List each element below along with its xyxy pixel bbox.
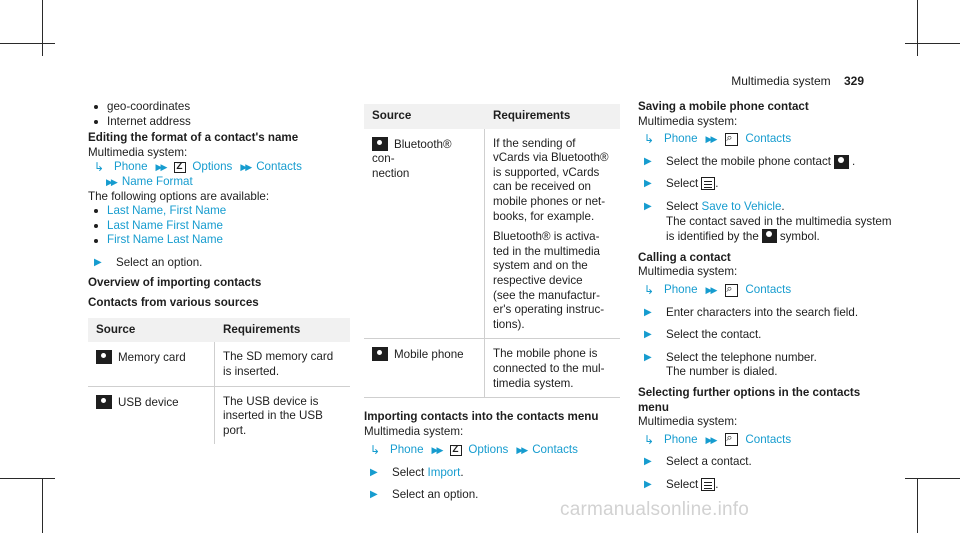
system-label: Multimedia system:	[88, 145, 188, 159]
step-detail: The contact saved in the multimedia system	[666, 214, 892, 228]
path-name-format[interactable]: Name Format	[121, 174, 193, 188]
section-heading: Saving a mobile phone contact	[638, 100, 809, 113]
options-icon	[174, 162, 186, 173]
crop-mark	[42, 0, 43, 56]
page-header	[731, 74, 864, 89]
chevron-right-icon: ▶▶	[155, 162, 166, 173]
menu-path	[638, 283, 878, 298]
path-contacts[interactable]: Contacts	[532, 443, 578, 457]
chevron-right-icon: ▶▶	[705, 134, 716, 145]
list-item: Internet address	[88, 115, 352, 130]
column-header: Source	[88, 318, 215, 343]
step-arrow-icon: ▶	[644, 329, 652, 341]
step: ▶ Select an option.	[370, 488, 479, 502]
menu-path-cont	[88, 175, 352, 190]
step-detail: The number is dialed.	[666, 365, 778, 379]
middle-column	[364, 104, 620, 503]
bluetooth-icon	[372, 137, 388, 151]
chevron-right-icon: ▶▶	[106, 176, 116, 187]
save-to-vehicle-link[interactable]: Save to Vehicle	[701, 199, 782, 213]
step: ▶ Select Import .	[370, 465, 464, 479]
step-arrow-icon: ▶	[644, 306, 652, 318]
section-title: Multimedia system	[731, 74, 831, 88]
menu-path	[88, 160, 352, 175]
path-phone[interactable]: Phone	[664, 282, 698, 296]
step-arrow-icon: ▶	[94, 256, 102, 268]
import-link[interactable]: Import	[427, 465, 461, 479]
column-header: Requirements	[485, 104, 621, 129]
step-arrow-icon: ▶	[644, 351, 652, 363]
chevron-right-icon: ▶▶	[705, 284, 716, 295]
search-icon	[725, 133, 738, 146]
table-row: Memory card The SD memory card is inserted.	[88, 342, 350, 386]
return-arrow-icon: ↳	[94, 160, 105, 175]
column-header: Requirements	[215, 318, 351, 343]
crop-mark	[917, 0, 918, 56]
chevron-right-icon: ▶▶	[240, 162, 251, 173]
section-heading: Editing the format of a contact's name	[88, 131, 299, 145]
page-number: 329	[843, 74, 864, 88]
system-label: Multimedia system:	[364, 424, 464, 438]
left-column	[88, 100, 352, 444]
mobile-phone-icon	[372, 347, 388, 361]
system-label: Multimedia system:	[638, 415, 738, 429]
path-phone[interactable]: Phone	[390, 443, 424, 457]
step: ▶ Select an option.	[94, 255, 203, 269]
step-detail: is identified by the symbol.	[666, 230, 820, 244]
option-item[interactable]: Last Name First Name	[88, 219, 352, 234]
step: ▶ Enter characters into the search field.	[644, 305, 859, 319]
path-options[interactable]: Options	[192, 160, 233, 174]
table-row: Bluetooth® con- nection If the sending of vCards via Bluetooth® is supported, vCards can be received on mobile phones or net- books, for example. Bluetooth® is activa- ted in the multimedia system and on the respective device (see the manufactur- er's operating instruc- tions).	[364, 129, 620, 339]
crop-mark	[905, 478, 960, 479]
path-contacts[interactable]: Contacts	[745, 282, 792, 296]
memory-card-icon	[96, 350, 112, 364]
menu-icon	[701, 478, 715, 491]
path-contacts[interactable]: Contacts	[745, 432, 792, 446]
step-arrow-icon: ▶	[644, 155, 652, 167]
path-phone[interactable]: Phone	[664, 132, 698, 146]
menu-path	[364, 443, 620, 458]
system-label: Multimedia system:	[638, 114, 738, 128]
path-contacts[interactable]: Contacts	[745, 132, 792, 146]
table-row: Mobile phone The mobile phone is connected to the mul- timedia system.	[364, 339, 620, 398]
vehicle-contact-icon	[762, 229, 777, 243]
step: ▶ Select .	[644, 477, 719, 491]
contact-icon	[834, 155, 849, 169]
subsection-heading: Contacts from various sources	[88, 296, 259, 310]
usb-icon	[96, 395, 112, 409]
path-phone[interactable]: Phone	[664, 432, 698, 446]
section-heading: Importing contacts into the contacts menu	[364, 410, 599, 424]
options-icon	[450, 445, 462, 456]
sources-table	[88, 318, 350, 445]
crop-mark	[0, 478, 55, 479]
system-label: Multimedia system:	[638, 265, 738, 279]
right-column	[638, 100, 892, 492]
return-arrow-icon: ↳	[644, 282, 655, 297]
step: ▶ Select the telephone number.	[644, 350, 817, 364]
column-header: Source	[364, 104, 485, 129]
sources-table-2	[364, 104, 620, 398]
return-arrow-icon: ↳	[644, 432, 655, 447]
search-icon	[725, 433, 738, 446]
step: ▶ Select the mobile phone contact .	[644, 154, 856, 168]
table-row: USB device The USB device is inserted in the USB port.	[88, 386, 350, 444]
step: ▶ Select the contact.	[644, 328, 762, 342]
step-arrow-icon: ▶	[644, 456, 652, 468]
section-heading: Selecting further options in the contacts	[638, 385, 861, 399]
crop-mark	[42, 478, 43, 533]
section-heading: menu	[638, 400, 669, 414]
options-intro: The following options are available:	[88, 189, 270, 203]
chevron-right-icon: ▶▶	[516, 445, 527, 456]
return-arrow-icon: ↳	[370, 443, 381, 458]
option-item[interactable]: Last Name, First Name	[88, 204, 352, 219]
return-arrow-icon: ↳	[644, 132, 655, 147]
section-heading: Overview of importing contacts	[88, 275, 262, 289]
menu-path	[638, 433, 878, 448]
list-item: geo-coordinates	[88, 100, 352, 115]
step-arrow-icon: ▶	[370, 489, 378, 501]
chevron-right-icon: ▶▶	[431, 445, 442, 456]
path-options[interactable]: Options	[468, 443, 509, 457]
crop-mark	[0, 43, 55, 44]
crop-mark	[905, 43, 960, 44]
menu-path	[638, 132, 878, 147]
step-arrow-icon: ▶	[644, 478, 652, 490]
step-arrow-icon: ▶	[370, 466, 378, 478]
step: ▶ Select .	[644, 177, 719, 191]
step: ▶ Select a contact.	[644, 455, 752, 469]
watermark: carmanualsonline.info	[560, 499, 750, 520]
step-arrow-icon: ▶	[644, 178, 652, 190]
menu-icon	[701, 177, 715, 190]
crop-mark	[917, 478, 918, 533]
step: ▶ Select Save to Vehicle .	[644, 199, 785, 213]
path-phone[interactable]: Phone	[114, 160, 148, 174]
step-arrow-icon: ▶	[644, 200, 652, 212]
option-item[interactable]: First Name Last Name	[88, 233, 352, 248]
chevron-right-icon: ▶▶	[705, 434, 716, 445]
path-contacts[interactable]: Contacts	[256, 160, 302, 174]
search-icon	[725, 284, 738, 297]
section-heading: Calling a contact	[638, 250, 731, 264]
